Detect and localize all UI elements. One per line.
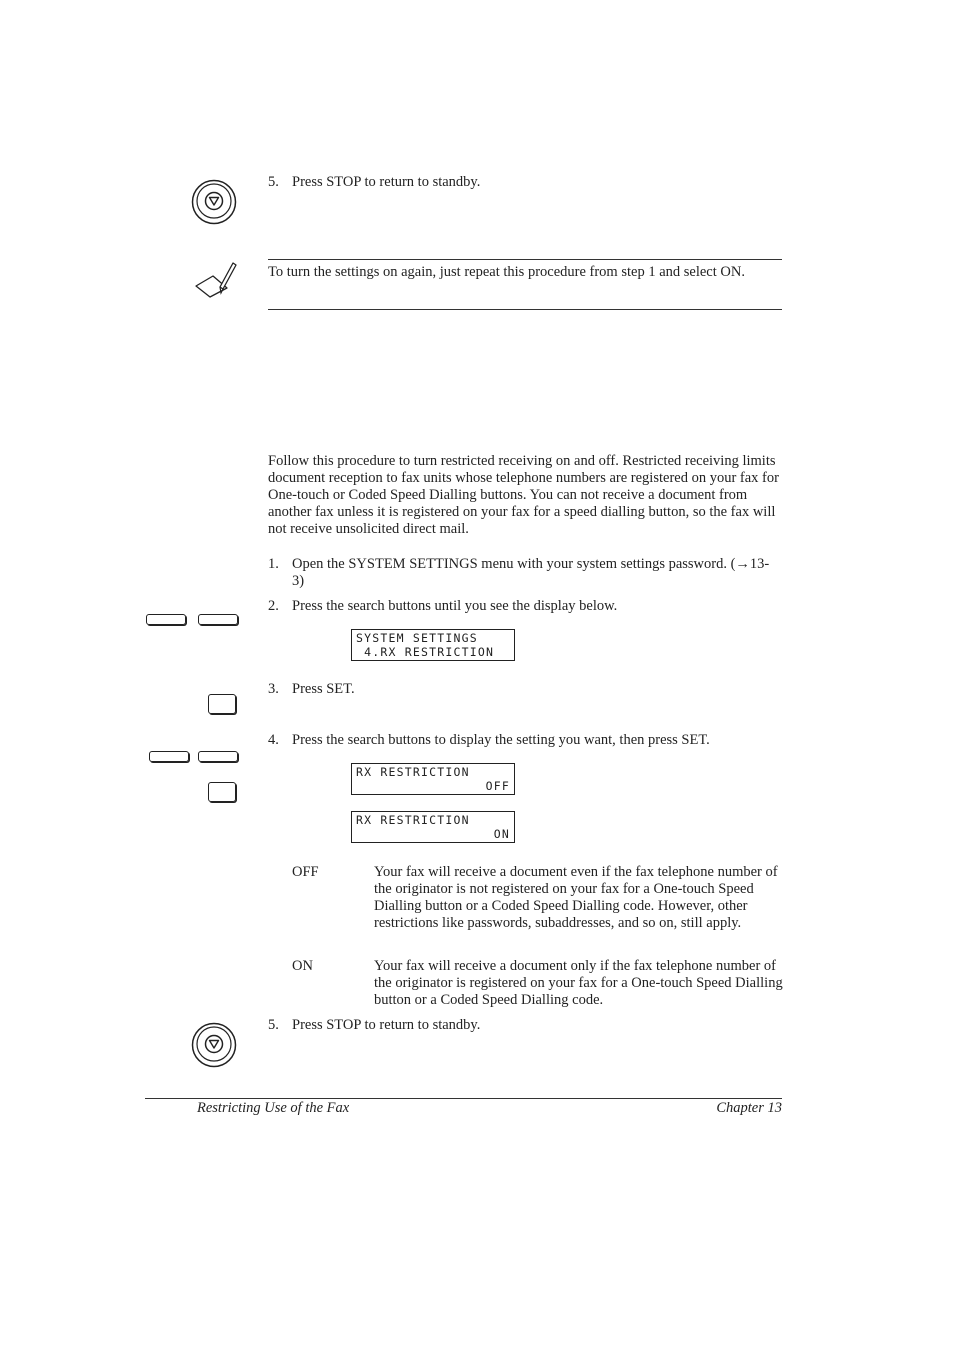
- definition-term: OFF: [292, 864, 319, 880]
- note-bottom-rule: [268, 309, 782, 310]
- step-number: 2.: [268, 598, 279, 614]
- definition-description: Your fax will receive a document even if the fax telephone number of the originator is not registered on your fax for a One-touch Speed Dialling button or a Coded Speed Dialling code. However, other restrictions like passwords, subaddresses, and so on, still apply.: [374, 864, 778, 931]
- stop-button-icon: [190, 1021, 238, 1069]
- step-text: Press STOP to return to standby.: [292, 174, 481, 190]
- lcd-line-2: OFF: [485, 779, 510, 793]
- search-button-right: [198, 751, 238, 762]
- lcd-line-2: ON: [493, 827, 510, 841]
- step-text: Open the SYSTEM SETTINGS menu with your system settings password. (→13-3): [292, 556, 770, 589]
- step-number: 5.: [268, 174, 279, 190]
- set-button-icon: [208, 782, 236, 802]
- step-number: 5.: [268, 1017, 279, 1033]
- lcd-display-on: [351, 811, 515, 843]
- step-text: Press STOP to return to standby.: [292, 1017, 481, 1033]
- lcd-display-off: [351, 763, 515, 795]
- definition-description: Your fax will receive a document only if the fax telephone number of the originator is registered on your fax for a One-touch Speed Dialling button or a Coded Speed Dialling code.: [374, 958, 783, 1008]
- lcd-line-1: RX RESTRICTION: [356, 813, 470, 827]
- step-number: 4.: [268, 732, 279, 748]
- definition-term: ON: [292, 958, 313, 974]
- stop-button-icon: [190, 178, 238, 226]
- note-top-rule: [268, 259, 782, 260]
- set-button-icon: [208, 694, 236, 714]
- search-button-left: [149, 751, 189, 762]
- intro-paragraph: Follow this procedure to turn restricted receiving on and off. Restricted receiving limits document reception to fax units whose telephone numbers are registered on your fax for One-touch or Coded Speed Dialling buttons. You can not receive a document from another fax unless it is registered on your fax for a speed dialling button, so the fax will not receive unsolicited direct mail.: [268, 453, 779, 537]
- search-button-left: [146, 614, 186, 625]
- footer-section-title: Restricting Use of the Fax: [197, 1100, 350, 1116]
- lcd-display-system-settings: [351, 629, 515, 661]
- footer-rule: [145, 1098, 782, 1099]
- note-text: To turn the settings on again, just repeat this procedure from step 1 and select ON.: [268, 264, 745, 280]
- step-number: 1.: [268, 556, 279, 572]
- note-pencil-icon: [193, 260, 239, 300]
- lcd-line-1: SYSTEM SETTINGS: [356, 631, 478, 645]
- step-text: Press SET.: [292, 681, 355, 697]
- lcd-line-2: 4.RX RESTRICTION: [356, 645, 495, 659]
- step-text: Press the search buttons until you see the display below.: [292, 598, 618, 614]
- search-button-right: [198, 614, 238, 625]
- lcd-line-1: RX RESTRICTION: [356, 765, 470, 779]
- step-text: Press the search buttons to display the setting you want, then press SET.: [292, 732, 710, 748]
- footer-chapter: Chapter 13: [716, 1100, 782, 1116]
- step-number: 3.: [268, 681, 279, 697]
